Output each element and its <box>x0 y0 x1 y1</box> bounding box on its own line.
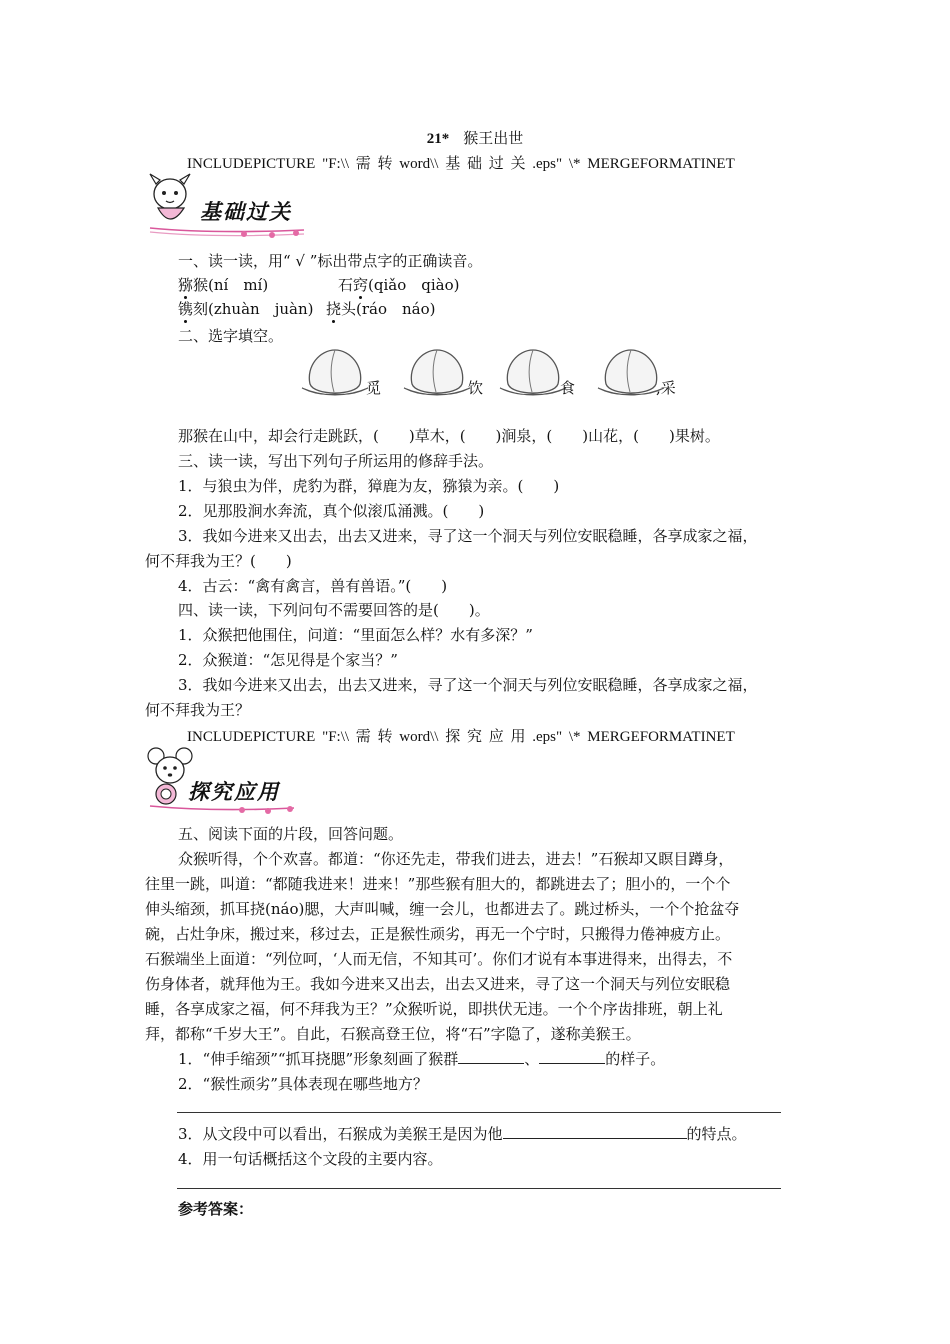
peach-char: 觅 <box>366 379 382 397</box>
pinyin-item-3: 镌刻(zhuàn juàn) <box>178 300 314 318</box>
section-3-q2: 2．见那股涧水奔流，真个似滚瓜涌溅。( ) <box>178 502 485 520</box>
peach-icon <box>300 344 370 402</box>
passage-line: 睡，各享成家之福，何不拜我为王？”众猴听说，即拱伏无违。一个个序齿排班，朝上礼 <box>145 1000 723 1018</box>
pinyin-item-1: 猕猴(ní mí) <box>178 276 269 294</box>
section-5-q2: 2．“猴性顽劣”具体表现在哪些地方？ <box>178 1075 428 1093</box>
peach-char: 食 <box>560 379 576 397</box>
page-title <box>0 127 950 148</box>
passage-line: 往里一跳，叫道：“都随我进来！进来！”那些猴有胆大的，都跳进去了；胆小的，一个个 <box>145 875 731 893</box>
section-5-q3: 3．从文段中可以看出，石猴成为美猴王是因为他 的特点。 <box>178 1125 747 1143</box>
answer-blank[interactable] <box>539 1049 605 1064</box>
section-5-q4: 4．用一句话概括这个文段的主要内容。 <box>178 1150 443 1168</box>
section-3-q4: 4．古云：“禽有禽言，兽有兽语。”( ) <box>178 577 448 595</box>
section-4-q3-cont: 何不拜我为王？ <box>145 701 251 719</box>
banner-title: 探究应用 <box>188 780 280 804</box>
answer-line[interactable] <box>177 1188 781 1189</box>
fill-sentence: 那猴在山中，却会行走跳跃，( )草木，( )涧泉，( )山花，( )果树。 <box>178 427 720 445</box>
include-field-1: INCLUDEPICTURE "F:\\ 需 转 word\\ 基 础 过 关 .eps" \* MERGEFORMATINET <box>187 156 735 172</box>
section-3-q3: 3．我如今进来又出去，出去又进来，寻了这一个洞天与列位安眠稳睡，各享成家之福， <box>178 527 758 545</box>
banner-basics <box>144 172 314 242</box>
section-3-q1: 1．与狼虫为伴，虎豹为群，獐鹿为友，猕猿为亲。( ) <box>178 477 560 495</box>
passage-line: 伸头缩颈，抓耳挠(náo)腮，大声叫喊，缠一会儿，也都进去了。跳过桥头，一个个抢盆夺 <box>145 900 740 918</box>
section-1-heading: 一、读一读，用“ √ ”标出带点字的正确读音。 <box>178 252 483 270</box>
section-2-heading: 二、选字填空。 <box>178 327 284 345</box>
peach-choice-2 <box>402 344 482 402</box>
section-4-heading: 四、读一读，下列问句不需要回答的是( )。 <box>178 601 490 619</box>
answer-blank[interactable] <box>458 1049 524 1064</box>
answer-blank[interactable] <box>503 1124 687 1139</box>
peach-char: ,采 <box>656 379 676 397</box>
section-4-q2: 2．众猴道：“怎见得是个家当？” <box>178 651 398 669</box>
peach-choice-3 <box>498 344 578 402</box>
peach-choices <box>300 344 700 404</box>
section-4-q1: 1．众猴把他围住，问道：“里面怎么样？水有多深？” <box>178 626 533 644</box>
banner-explore <box>144 746 314 816</box>
section-3-q3-cont: 何不拜我为王？( ) <box>145 552 292 570</box>
peach-choice-4 <box>596 344 676 402</box>
passage-line: 石猴端坐上面道：“列位呵，‘人而无信，不知其可’。你们才说有本事进得来，出得去，不 <box>145 950 733 968</box>
section-4-q3: 3．我如今进来又出去，出去又进来，寻了这一个洞天与列位安眠稳睡，各享成家之福， <box>178 676 758 694</box>
lesson-title: 猴王出世 <box>463 129 524 147</box>
answers-heading: 参考答案： <box>178 1200 254 1218</box>
peach-char: 饮 <box>468 379 484 397</box>
section-5-heading: 五、阅读下面的片段，回答问题。 <box>178 825 404 843</box>
section-5-q1: 1．“伸手缩颈”“抓耳挠腮”形象刻画了猴群 、 的样子。 <box>178 1050 666 1068</box>
pinyin-item-2: 石窍(qiǎo qiào) <box>338 276 460 294</box>
peach-icon <box>498 344 568 402</box>
lesson-number: 21* <box>426 131 450 147</box>
include-field-2: INCLUDEPICTURE "F:\\ 需 转 word\\ 探 究 应 用 .eps" \* MERGEFORMATINET <box>187 729 735 745</box>
passage-line: 伤身体者，就拜他为王。我如今进来又出去，出去又进来，寻了这一个洞天与列位安眠稳 <box>145 975 731 993</box>
peach-choice-1 <box>300 344 380 402</box>
answer-line[interactable] <box>177 1112 781 1113</box>
section-3-heading: 三、读一读，写出下列句子所运用的修辞手法。 <box>178 452 494 470</box>
peach-icon <box>402 344 472 402</box>
pinyin-item-4: 挠头(ráo náo) <box>326 300 436 318</box>
passage-line: 碗，占灶争床，搬过来，移过去，正是猴性顽劣，再无一个宁时，只搬得力倦神疲方止。 <box>145 925 731 943</box>
passage-line: 众猴听得，个个欢喜。都道：“你还先走，带我们进去，进去！”石猴却又瞑目蹲身， <box>178 850 734 868</box>
passage-line: 拜，都称“千岁大王”。自此，石猴高登王位，将“石”字隐了，遂称美猴王。 <box>145 1025 641 1043</box>
banner-title: 基础过关 <box>200 200 292 224</box>
